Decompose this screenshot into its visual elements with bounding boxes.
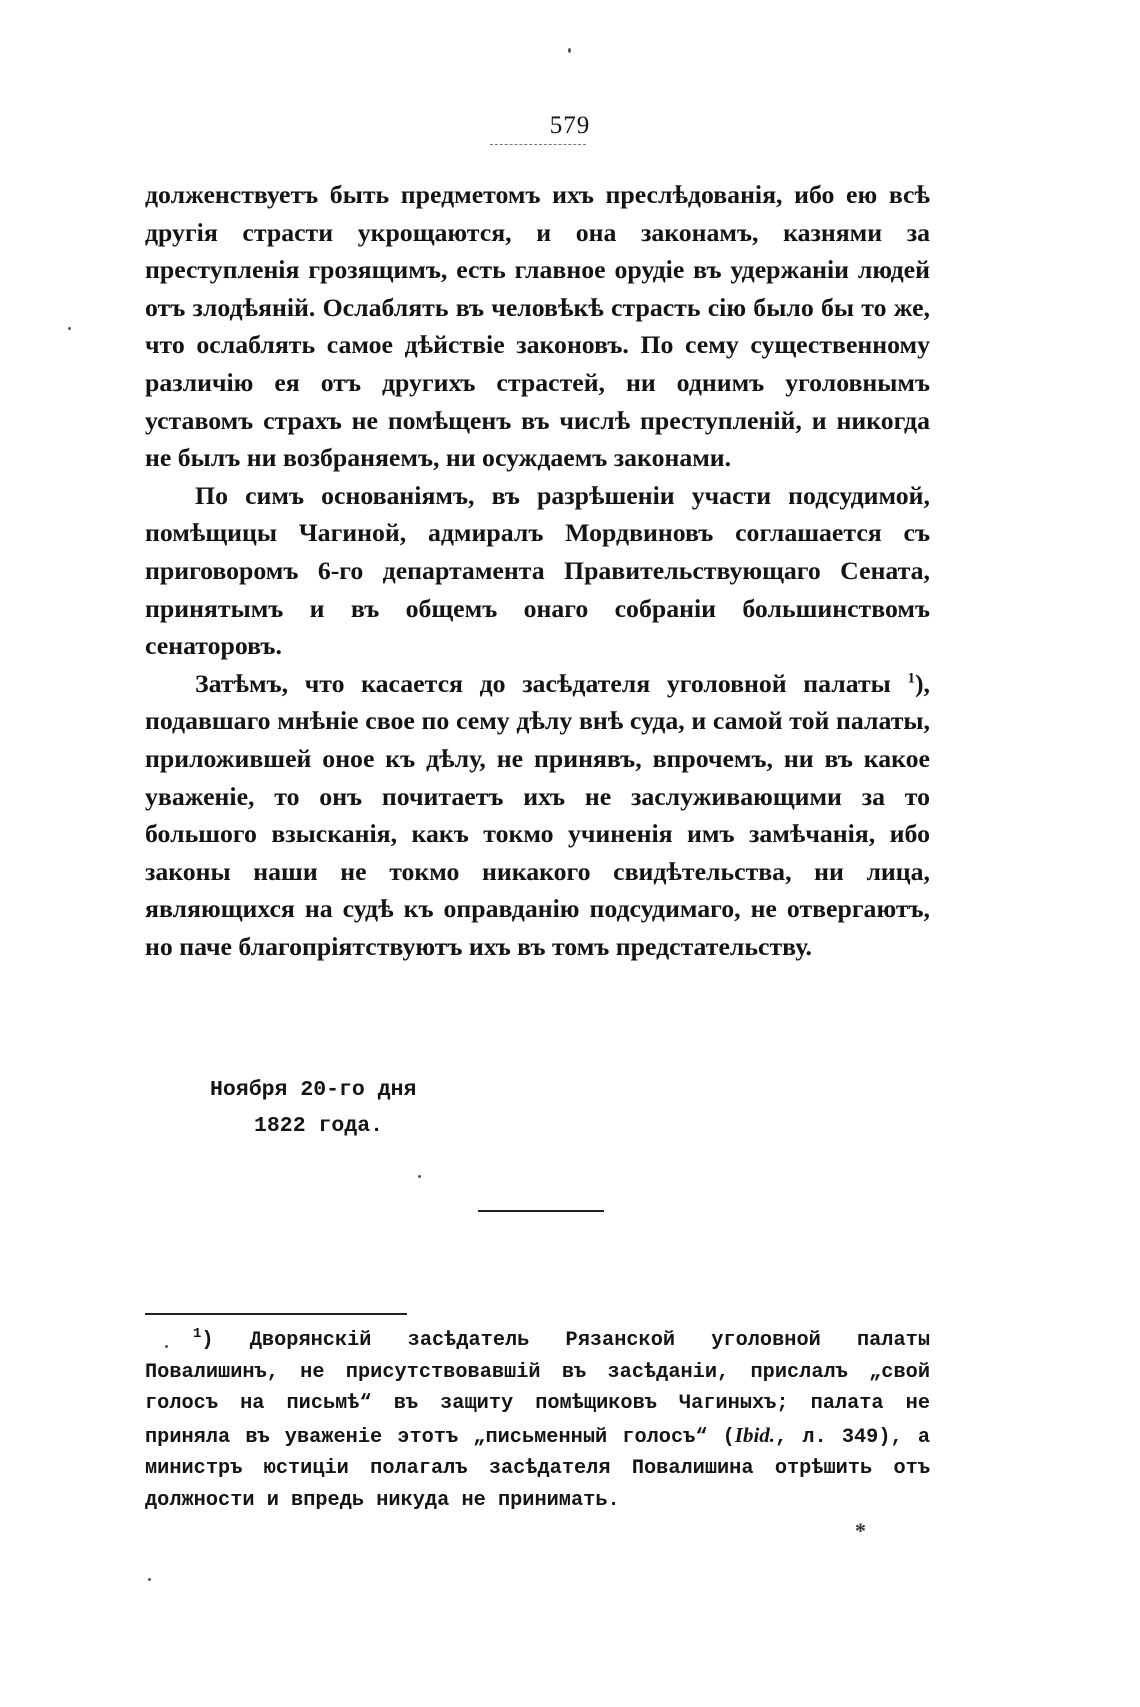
footnote-marker: 1 — [193, 1326, 202, 1343]
page-number-rule — [490, 144, 586, 145]
paragraph-1: долженствуетъ быть предметомъ ихъ преслѣдованія, ибо ею всѣ другія страсти укрощаются, и она законамъ, казнями за преступленія грозящимъ, есть главное орудіе въ удержаніи людей отъ злодѣяній. Ослаблять въ человѣкѣ страсть сію было бы то же, что ослаблять самое дѣйствіе законовъ. По сему существенному различію ея отъ другихъ страстей, ни однимъ уголовнымъ уставомъ страхъ не помѣщенъ въ числѣ преступленій, и никогда не былъ ни возбраняемъ, ни осуждаемъ законами. — [145, 180, 930, 473]
footnote — [145, 1325, 930, 1516]
paragraph-3-text-end: ), подавшаго мнѣніе свое по сему дѣлу внѣ суда, и самой той палаты, приложившей оное къ дѣлу, не принявъ, впрочемъ, ни въ какое уваженіе, то онъ почитаетъ ихъ не заслуживающими за то большого взысканія, какъ токмо учиненія имъ замѣчанія, ибо законы наши не токмо никакого свидѣтельства, ни лица, являющихся на судѣ къ оправданію подсудимаго, не отвергаютъ, но паче благопріятствуютъ ихъ въ томъ предстательству. — [145, 668, 930, 961]
footnote-text — [145, 1325, 930, 1516]
section-end-rule — [478, 1210, 604, 1212]
paragraph-2: По симъ основаніямъ, въ разрѣшеніи участи подсудимой, помѣщицы Чагиной, адмиралъ Мордвиновъ соглашается съ приговоромъ 6-го департамента Правительствующаго Сената, принятымъ и въ общемъ онаго собраніи большинствомъ сенаторовъ. — [145, 480, 930, 661]
footnote-separator — [145, 1313, 407, 1315]
printer-asterisk-mark: * — [855, 1518, 866, 1543]
paragraph-3 — [145, 665, 930, 966]
footnote-text-start: ) Дворянскій засѣдатель Рязанской уголовной палаты Повалишинъ, не присутствовавшій въ засѣданіи, прислалъ „свой голосъ на письмѣ“ въ защиту помѣщиковъ Чагиныхъ; палата не приняла въ уваженіе этотъ „письменный голосъ“ ( — [145, 1329, 930, 1449]
page-number: 579 — [549, 112, 591, 139]
footnote-text-end: , л. 349), а министръ юстиціи полагалъ засѣдателя Повалишина отрѣшить отъ должности и впредь никуда не принимать. — [145, 1425, 930, 1512]
scan-speck — [165, 1345, 168, 1348]
date-signature — [210, 1072, 416, 1144]
date-line-1: Ноября 20-го дня — [210, 1078, 417, 1102]
scan-speck — [418, 1175, 421, 1178]
footnote-ibid: Ibid. — [734, 1422, 776, 1447]
paragraph-3-text-start: Затѣмъ, что касается до засѣдателя уголовной палаты — [195, 668, 891, 698]
date-line-2: 1822 года. — [254, 1114, 384, 1138]
main-text — [145, 176, 930, 965]
scan-speck — [568, 48, 571, 53]
footnote-reference[interactable]: 1 — [907, 670, 915, 687]
scan-speck — [68, 327, 71, 330]
scan-speck — [148, 1578, 151, 1581]
